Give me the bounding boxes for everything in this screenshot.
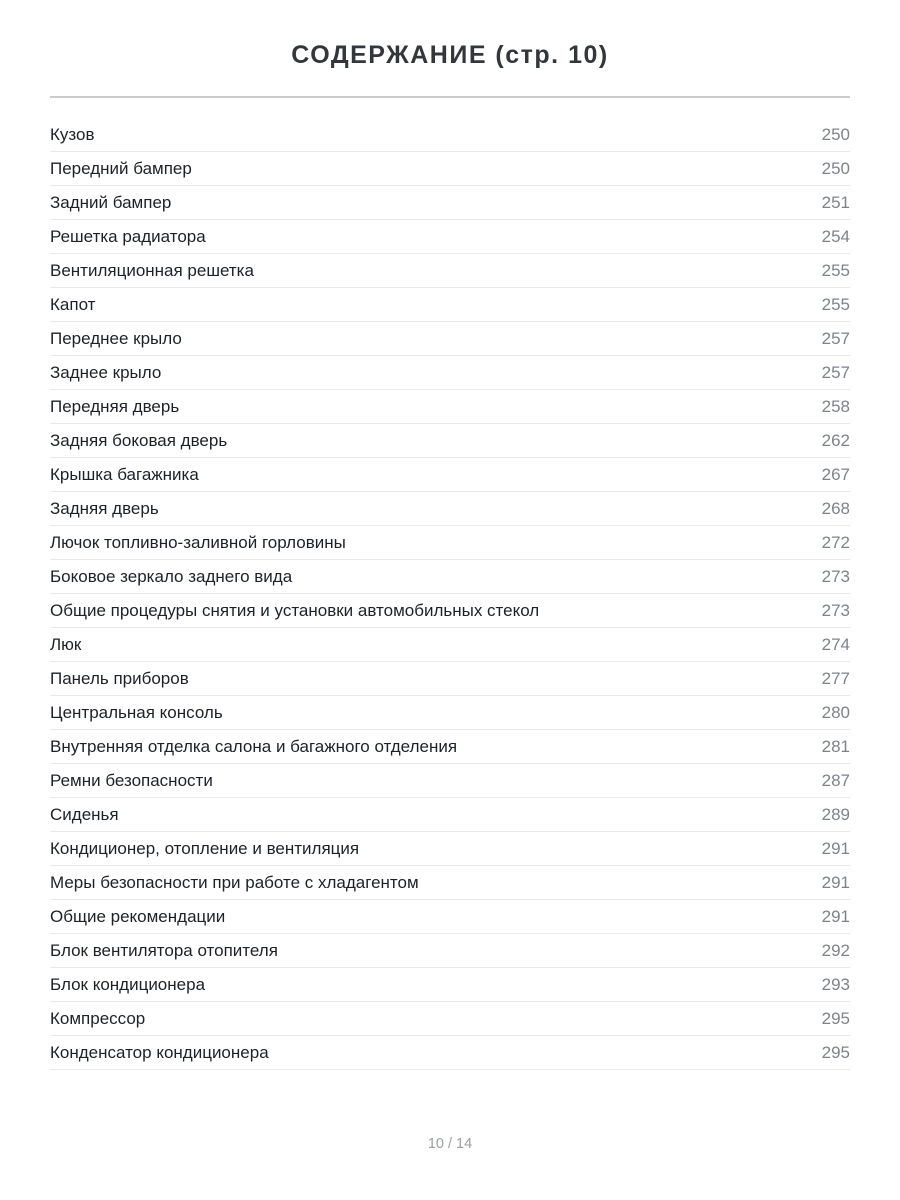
toc-entry-label: Компрессор — [50, 1008, 146, 1028]
toc-entry-page-number: 273 — [821, 600, 850, 620]
toc-entry-page-number: 258 — [821, 396, 850, 416]
toc-list — [50, 118, 850, 1070]
page-title: СОДЕРЖАНИЕ (стр. 10) — [291, 41, 609, 69]
toc-entry-label: Внутренняя отделка салона и багажного отделения — [50, 736, 458, 756]
toc-entry-page-number: 289 — [821, 804, 850, 824]
toc-row[interactable] — [50, 696, 850, 730]
toc-entry-label: Передний бампер — [50, 158, 192, 178]
toc-row[interactable] — [50, 458, 850, 492]
toc-row[interactable] — [50, 526, 850, 560]
toc-row[interactable] — [50, 220, 850, 254]
toc-row[interactable] — [50, 288, 850, 322]
toc-entry-page-number: 250 — [821, 124, 850, 144]
toc-entry-label: Общие процедуры снятия и установки автомобильных стекол — [50, 600, 540, 620]
toc-row[interactable] — [50, 764, 850, 798]
toc-entry-label: Крышка багажника — [50, 464, 199, 484]
toc-row[interactable] — [50, 560, 850, 594]
toc-entry-label: Блок вентилятора отопителя — [50, 940, 278, 960]
toc-entry-label: Заднее крыло — [50, 362, 162, 382]
toc-entry-label: Задняя боковая дверь — [50, 430, 228, 450]
toc-entry-label: Лючок топливно-заливной горловины — [50, 532, 346, 552]
toc-entry-label: Боковое зеркало заднего вида — [50, 566, 293, 586]
toc-row[interactable] — [50, 934, 850, 968]
toc-entry-page-number: 257 — [821, 328, 850, 348]
toc-entry-label: Вентиляционная решетка — [50, 260, 254, 280]
toc-entry-page-number: 295 — [821, 1042, 850, 1062]
toc-entry-page-number: 254 — [821, 226, 850, 246]
toc-entry-label: Ремни безопасности — [50, 770, 213, 790]
toc-entry-page-number: 281 — [821, 736, 850, 756]
toc-row[interactable] — [50, 424, 850, 458]
toc-row[interactable] — [50, 1036, 850, 1070]
toc-entry-page-number: 274 — [821, 634, 850, 654]
toc-entry-page-number: 262 — [821, 430, 850, 450]
toc-row[interactable] — [50, 152, 850, 186]
toc-row[interactable] — [50, 866, 850, 900]
toc-entry-page-number: 272 — [821, 532, 850, 552]
toc-entry-page-number: 268 — [821, 498, 850, 518]
toc-row[interactable] — [50, 322, 850, 356]
toc-row[interactable] — [50, 594, 850, 628]
toc-entry-page-number: 292 — [821, 940, 850, 960]
toc-entry-label: Капот — [50, 294, 96, 314]
toc-row[interactable] — [50, 118, 850, 152]
toc-row[interactable] — [50, 662, 850, 696]
title-divider — [50, 96, 850, 98]
toc-entry-page-number: 257 — [821, 362, 850, 382]
toc-entry-label: Меры безопасности при работе с хладагентом — [50, 872, 419, 892]
toc-entry-page-number: 255 — [821, 260, 850, 280]
toc-entry-page-number: 267 — [821, 464, 850, 484]
toc-entry-label: Блок кондиционера — [50, 974, 206, 994]
toc-entry-label: Конденсатор кондиционера — [50, 1042, 269, 1062]
toc-row[interactable] — [50, 254, 850, 288]
toc-entry-label: Сиденья — [50, 804, 119, 824]
toc-entry-page-number: 295 — [821, 1008, 850, 1028]
toc-entry-label: Передняя дверь — [50, 396, 180, 416]
toc-entry-label: Переднее крыло — [50, 328, 182, 348]
toc-entry-page-number: 291 — [821, 906, 850, 926]
toc-row[interactable] — [50, 900, 850, 934]
toc-row[interactable] — [50, 798, 850, 832]
toc-entry-page-number: 273 — [821, 566, 850, 586]
toc-entry-label: Панель приборов — [50, 668, 189, 688]
toc-entry-page-number: 293 — [821, 974, 850, 994]
toc-entry-page-number: 255 — [821, 294, 850, 314]
toc-row[interactable] — [50, 492, 850, 526]
toc-entry-page-number: 291 — [821, 838, 850, 858]
toc-entry-label: Люк — [50, 634, 82, 654]
toc-entry-label: Кузов — [50, 124, 95, 144]
toc-entry-page-number: 291 — [821, 872, 850, 892]
toc-entry-label: Задний бампер — [50, 192, 172, 212]
toc-entry-label: Решетка радиатора — [50, 226, 206, 246]
toc-entry-page-number: 287 — [821, 770, 850, 790]
toc-row[interactable] — [50, 1002, 850, 1036]
page-number-indicator: 10 / 14 — [427, 1136, 473, 1152]
toc-row[interactable] — [50, 390, 850, 424]
toc-entry-label: Кондиционер, отопление и вентиляция — [50, 838, 360, 858]
toc-entry-page-number: 277 — [821, 668, 850, 688]
toc-row[interactable] — [50, 628, 850, 662]
toc-row[interactable] — [50, 968, 850, 1002]
toc-row[interactable] — [50, 832, 850, 866]
toc-entry-page-number: 280 — [821, 702, 850, 722]
toc-entry-page-number: 251 — [821, 192, 850, 212]
toc-row[interactable] — [50, 356, 850, 390]
toc-row[interactable] — [50, 730, 850, 764]
toc-row[interactable] — [50, 186, 850, 220]
toc-entry-page-number: 250 — [821, 158, 850, 178]
toc-entry-label: Общие рекомендации — [50, 906, 226, 926]
toc-entry-label: Центральная консоль — [50, 702, 223, 722]
toc-entry-label: Задняя дверь — [50, 498, 159, 518]
